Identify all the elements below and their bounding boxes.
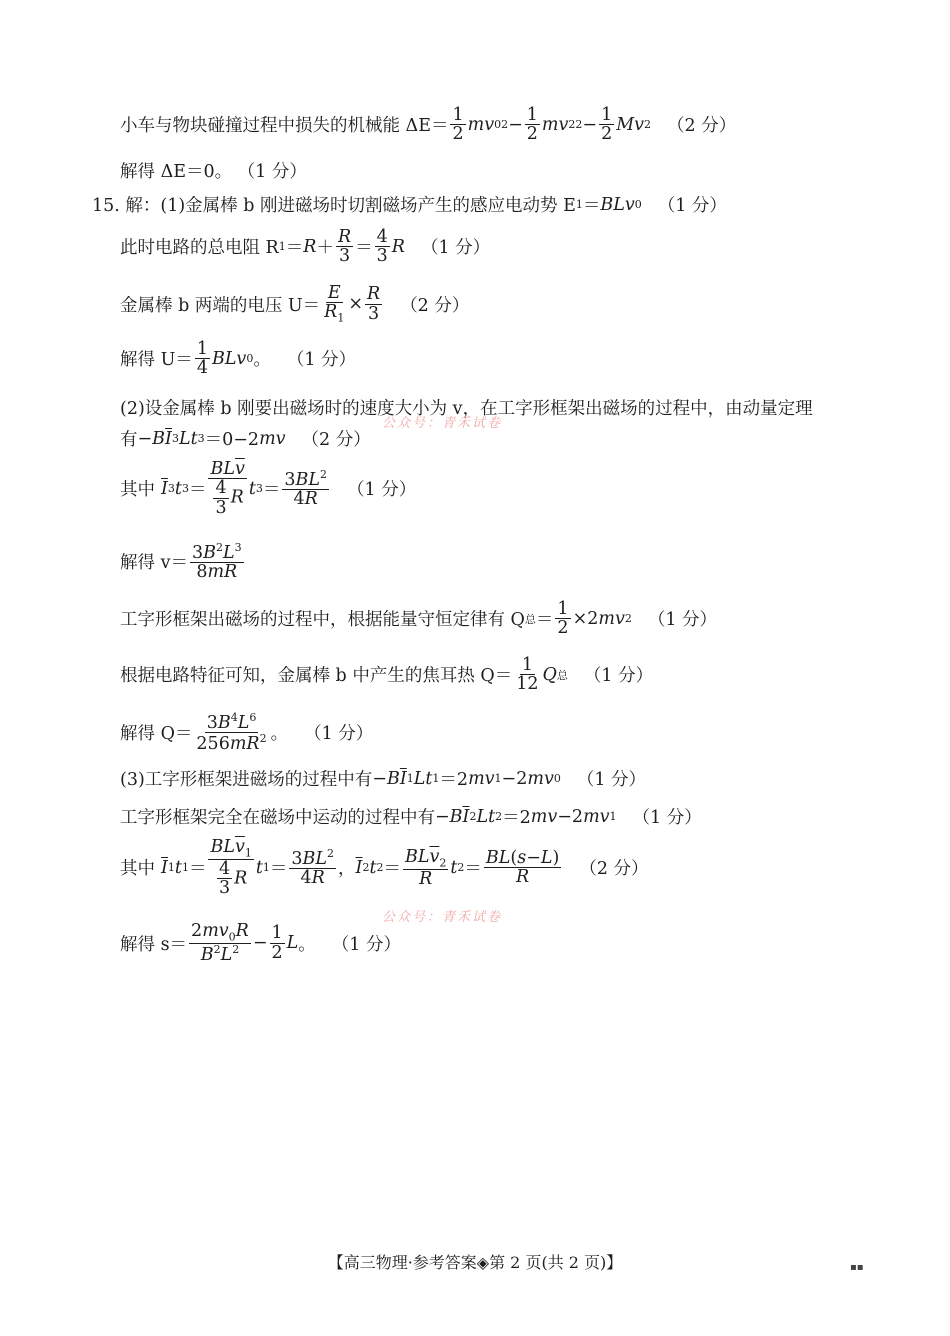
- score-points: （1 分）: [331, 934, 401, 955]
- answer-line: 根据电路特征可知，金属棒 b 中产生的焦耳热 Q＝ $\frac{1}{12}$ Q 总 （1 分）: [120, 655, 654, 695]
- score-points: （1 分）: [304, 724, 374, 745]
- answer-line: 解得 Q＝ $\frac{3B^4L^6}{256mR^2}$ 。 （1 分）: [120, 711, 374, 755]
- answer-line: (3)工字形框架进磁场的过程中有 − B $\overline{I}$ 1 Lt 1 ＝2 mv 1 −2 mv 0 （1 分）: [120, 766, 646, 791]
- score-points: （1 分）: [647, 610, 718, 631]
- score-points: （2 分）: [579, 859, 649, 880]
- answer-line: 工字形框架出磁场的过程中，根据能量守恒定律有 Q 总 ＝ $\frac{1}{2}$ ×2 mv 2 （1 分）: [120, 599, 718, 639]
- answer-line: 解得 v＝ $\frac{3B^2L^3}{8mR}$: [120, 541, 242, 583]
- answer-line: [120, 158, 307, 183]
- watermark-text: 公众号：青禾试卷: [382, 910, 503, 925]
- score-points: （1 分）: [632, 808, 702, 828]
- score-points: （1 分）: [657, 196, 727, 216]
- answer-line: 小车与物块碰撞过程中损失的机械能 ΔE＝ $\frac{1}{2}$ mv 0 2 − $\frac{1}{2}$ mv 2 2 − $\frac{1}{2}$ Mv 2 （2 分）: [120, 105, 737, 145]
- question-15-start: 15. 解：(1)金属棒 b 刚进磁场时切割磁场产生的感应电动势 E 1 ＝ BLv 0 （1 分）: [92, 192, 727, 217]
- answer-line: 有 − B $\overline{I}$ 3 Lt 3 ＝0−2 mv （2 分）: [120, 426, 371, 451]
- line-text: 解得 v＝: [120, 553, 188, 574]
- answer-line: 解得 s＝ $\frac{2mv_0R}{B^2L^2}$ − $\frac{1}{2}$ L 。 （1 分）: [120, 921, 401, 965]
- score-points: （1 分）: [347, 480, 417, 501]
- score-points: （1 分）: [583, 666, 654, 687]
- answer-line: 其中 $\overline{I}$ 3 t 3 ＝ $BL\overline{v}$ $\frac{4}{3}$ R t 3 ＝ $\frac{3BL^2}{4R}$ （1 分）: [120, 459, 417, 518]
- line-text: 解得 Q＝: [120, 724, 193, 745]
- score-points: （1 分）: [576, 770, 647, 790]
- score-points: （2 分）: [400, 295, 470, 316]
- line-text: 根据电路特征可知，金属棒 b 中产生的焦耳热 Q＝: [120, 666, 513, 687]
- score-points: （1 分）: [420, 238, 491, 259]
- page-footer: 【高三物理·参考答案◈第 2 页(共 2 页)】: [327, 1253, 623, 1272]
- score-points: （2 分）: [301, 430, 371, 450]
- line-text: 金属棒 b 两端的电压 U＝: [120, 295, 321, 316]
- answer-line: 金属棒 b 两端的电压 U＝ $\frac{E}{R_1}$ × $\frac{R}{3}$ （2 分）: [120, 283, 470, 325]
- score-points: （1 分）: [286, 350, 357, 371]
- line-text: 小车与物块碰撞过程中损失的机械能 ΔE＝: [120, 116, 449, 137]
- line-text: 此时电路的总电阻 R: [120, 238, 279, 259]
- answer-line: 工字形框架完全在磁场中运动的过程中有 − B $\overline{I}$ 2 Lt 2 ＝2 mv −2 mv 1 （1 分）: [120, 804, 702, 829]
- answer-line: 其中 $\overline{I}$ 1 t 1 ＝ $BL\overline{v}_1$ $\frac{4}{3}$ R t 1 ＝ $\frac{3BL^2}{4R}$ ， $\overline{I}$ 2 t 2 ＝ $\frac{BL\overline{v}_2}{R}$ t 2 ＝ $\frac{BL(s-L)}{R}$ （2 分）: [120, 837, 649, 899]
- line-text: 解得 ΔE＝0。 （1 分）: [120, 162, 307, 182]
- line-text: (2)设金属棒 b 刚要出磁场时的速度大小为 v，在工字形框架出磁场的过程中，由动量定理: [120, 399, 813, 419]
- score-points: （2 分）: [667, 116, 737, 137]
- line-text: 解得 s＝: [120, 934, 188, 955]
- subscript-total: 总: [524, 612, 536, 626]
- line-text: 工字形框架出磁场的过程中，根据能量守恒定律有 Q: [120, 610, 525, 631]
- answer-line: 此时电路的总电阻 R 1 ＝ R ＋ $\frac{R}{3}$ ＝ $\frac{4}{3}$ R （1 分）: [120, 227, 491, 267]
- line-text: 其中: [120, 859, 155, 880]
- line-text: 其中: [120, 480, 155, 501]
- watermark-text: 公众号：青禾试卷: [382, 416, 503, 431]
- line-text: 15. 解：(1)金属棒 b 刚进磁场时切割磁场产生的感应电动势 E: [92, 196, 576, 216]
- line-text: 解得 U＝: [120, 350, 193, 371]
- line-text: (3)工字形框架进磁场的过程中有: [120, 770, 373, 790]
- answer-line: 解得 U＝ $\frac{1}{4}$ BLv 0 。 （1 分）: [120, 339, 357, 379]
- corner-mark: ▪▪: [850, 1262, 864, 1273]
- line-text: 有: [120, 430, 138, 450]
- line-text: 工字形框架完全在磁场中运动的过程中有: [120, 808, 435, 828]
